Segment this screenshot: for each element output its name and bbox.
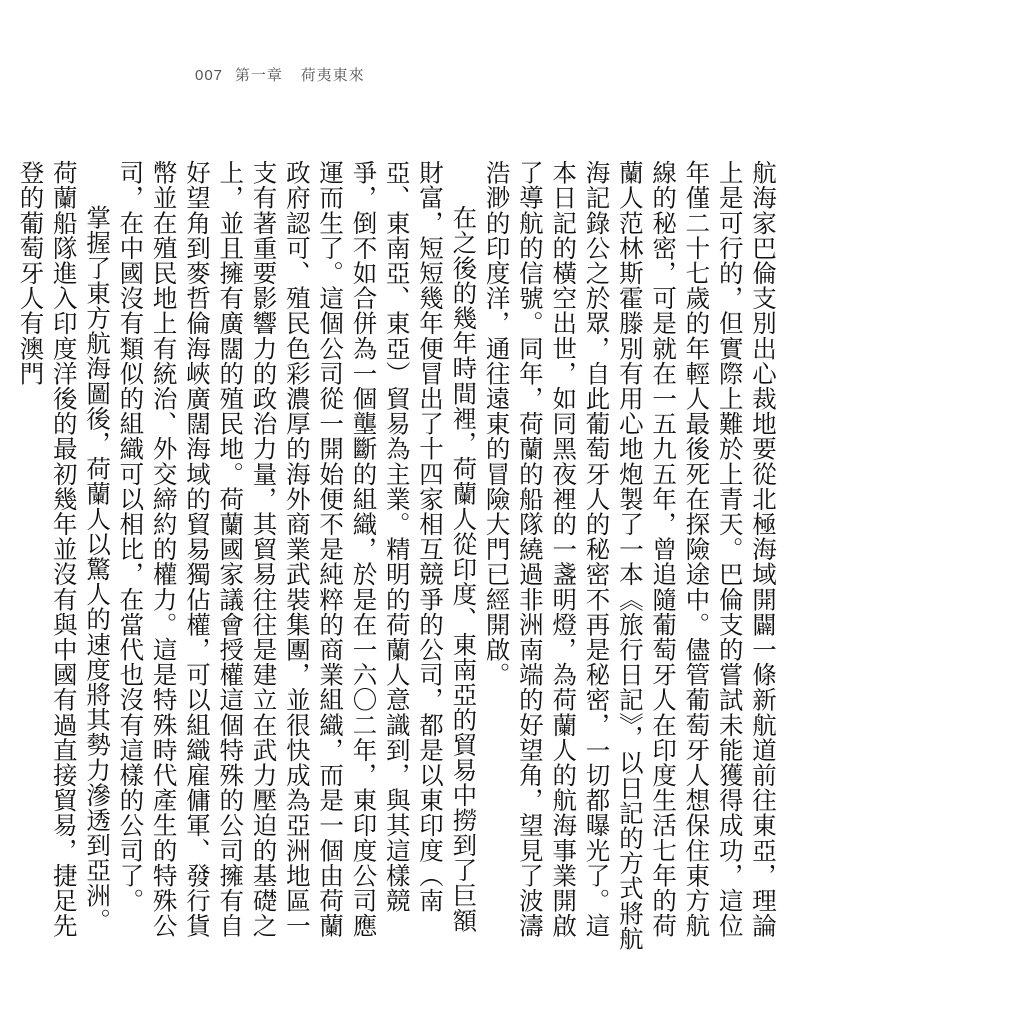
paragraph-3: 掌握了東方航海圖後，荷蘭人以驚人的速度將其勢力滲透到亞洲。 [83,205,113,934]
running-header [195,64,365,85]
page-number: 007 [195,67,224,84]
chapter-label: 第一章 [234,66,283,84]
vertical-body-text [16,160,780,955]
chapter-title: 荷夷東來 [300,66,365,84]
paragraph-1: 航海家巴倫支別出心裁地要從北極海域開闢一條新航道前往東亞，理論上是可行的，但實際上難於上青天。巴倫支的嘗試未能獲得成功，這位年僅二十七歲的年輕人最後死在探險途中。儘管葡萄牙人想保住東方航線的秘密，可是就在一五九五年，曾追隨葡萄牙人在印度生活七年的荷蘭人范林斯霍滕別有用心地炮製了一本《旅行日記》，以日記的方式將航海記錄公之於眾，自此葡萄牙人的秘密不再是秘密，一切都曝光了。這本日記的橫空出世，如同黑夜裡的一盞明燈，為荷蘭人的航海事業開啟了導航的信號。同年，荷蘭的船隊繞過非洲南端的好望角，望見了波濤浩渺的印度洋，通往遠東的冒險大門已經開啟。 [482,160,778,951]
paragraph-2: 在之後的幾年時間裡，荷蘭人從印度、東南亞的貿易中撈到了巨額財富，短短幾年便冒出了十四家相互競爭的公司，都是以東印度（南亞、東南亞、東亞）貿易為主業。精明的荷蘭人意識到，與其這樣競爭，倒不如合併為一個壟斷的組織，於是在一六〇二年，東印度公司應運而生了。這個公司從一開始便不是純粹的商業組織，而是一個由荷蘭政府認可、殖民色彩濃厚的海外商業武裝集團，並很快成為亞洲地區一支有著重要影響力的政治力量，其貿易往往是建立在武力壓迫的基礎之上，並且擁有廣闊的殖民地。荷蘭國家議會授權這個特殊的公司擁有自好望角到麥哲倫海峽廣闊海域的貿易獨佔權，可以組織雇傭軍、發行貨幣並在殖民地上有統治、外交締約的權力。這是特殊時代產生的特殊公司，在中國沒有類似的組織可以相比，在當代也沒有這樣的公司了。 [116,160,479,939]
paragraph-4: 荷蘭船隊進入印度洋後的最初幾年並沒有與中國有過直接貿易，捷足先登的葡萄牙人有澳門 [16,160,79,939]
